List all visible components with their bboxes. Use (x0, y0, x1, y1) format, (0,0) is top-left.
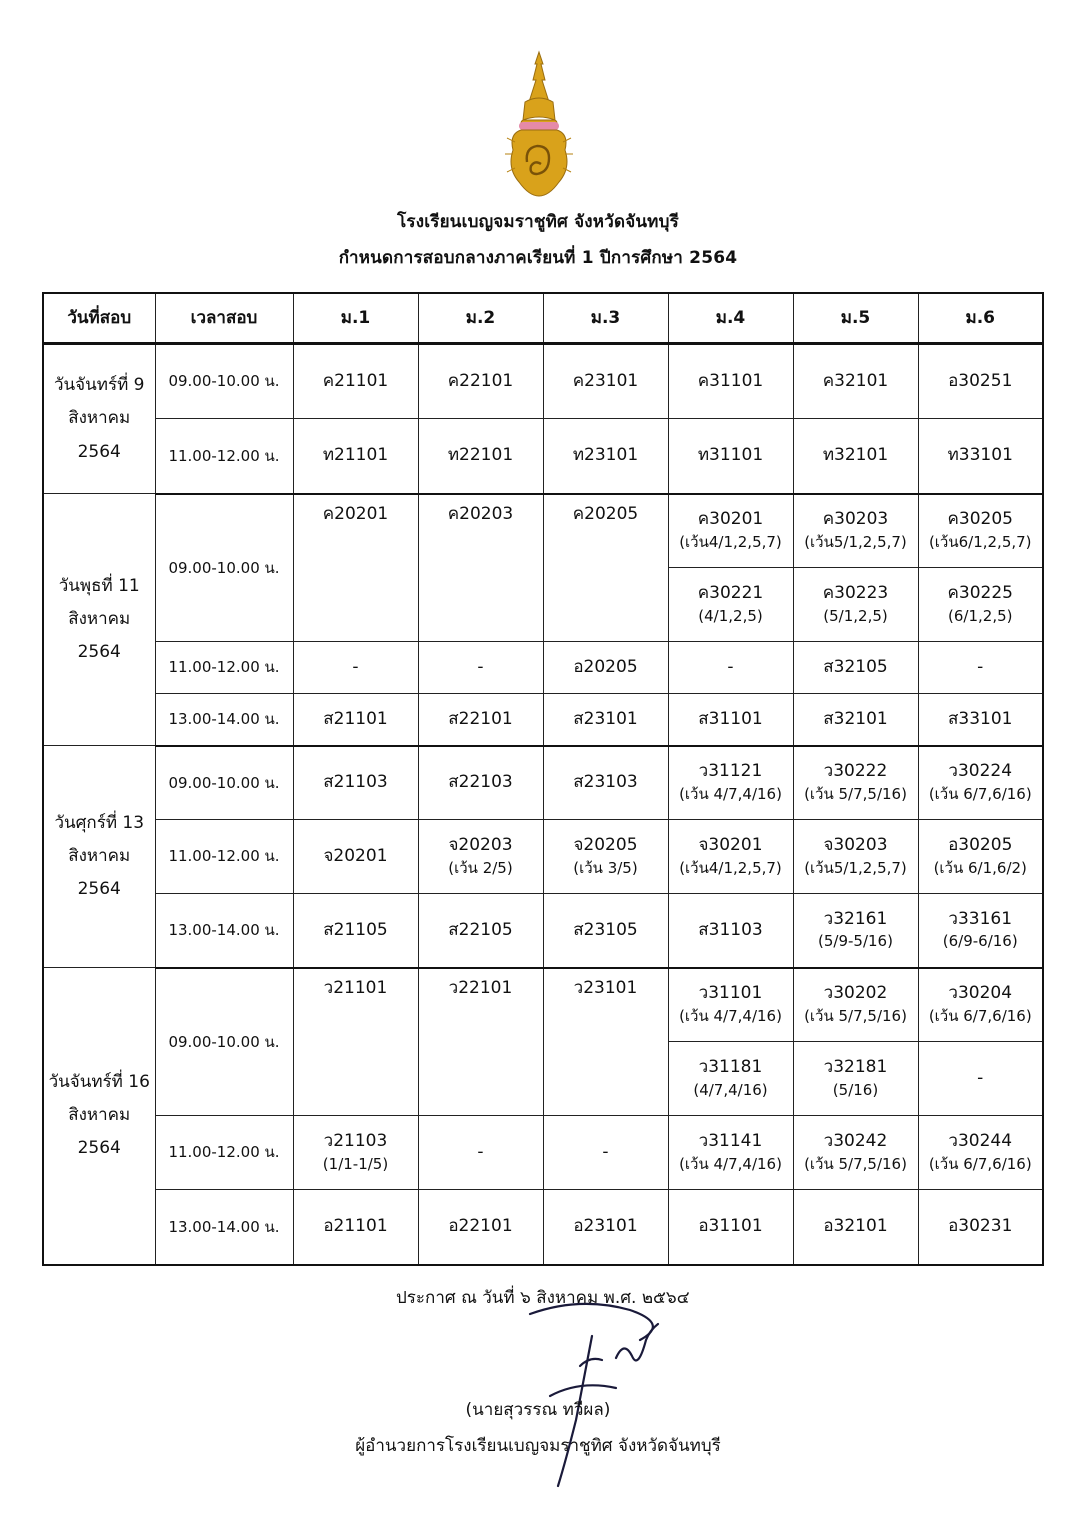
column-header-m3: ม.3 (543, 293, 668, 344)
subject-cell (418, 968, 543, 1116)
subject-code: อ21101 (323, 1216, 388, 1237)
subject-note: (เว้น 5/7,5/16) (804, 784, 907, 803)
subject-code: ค20201 (322, 503, 389, 524)
subject-note: (เว้น 6/7,6/16) (928, 1006, 1032, 1025)
subject-cell (793, 694, 918, 746)
subject-cell (793, 746, 918, 820)
table-row (43, 820, 1043, 894)
announcement-date: ประกาศ ณ วันที่ ๖ สิงหาคม พ.ศ. ๒๕๖๔ (396, 1288, 690, 1308)
subject-code: - (477, 1142, 484, 1163)
subject-cell (918, 746, 1043, 820)
subject-note: (เว้น 4/7,4/16) (679, 784, 782, 803)
signature-image (520, 1300, 690, 1490)
subject-cell (543, 894, 668, 968)
subject-cell (293, 694, 418, 746)
subject-code: ค30205 (947, 509, 1013, 530)
subject-cell (418, 344, 543, 419)
subject-cell (293, 820, 418, 894)
subject-code: ท32101 (822, 445, 889, 466)
subject-cell (668, 694, 793, 746)
subject-code: อ22101 (448, 1216, 513, 1237)
subject-note: (เว้น4/1,2,5,7) (679, 532, 782, 551)
subject-code: ท21101 (322, 445, 389, 466)
subject-code: ส22101 (448, 708, 513, 729)
column-header-m6: ม.6 (918, 293, 1043, 344)
subject-cell (668, 968, 793, 1042)
subject-code: ส22105 (448, 919, 513, 940)
subject-code: ค31101 (697, 371, 764, 392)
subject-code: ว21103 (323, 1130, 388, 1151)
signer-name: (นายสุวรรณ ทวีผล) (465, 1400, 611, 1420)
subject-code: อ31101 (698, 1216, 763, 1237)
subject-note: (เว้น 6/1,6/2) (933, 858, 1027, 877)
subject-cell (543, 419, 668, 494)
subject-code: ว31121 (698, 761, 763, 782)
subject-code: อ30251 (948, 371, 1013, 392)
subject-cell (293, 1190, 418, 1265)
exam-time-cell: 09.00-10.00 น. (155, 344, 293, 419)
column-header-date: วันที่สอบ (43, 293, 155, 344)
subject-note: (เว้น 5/7,5/16) (804, 1006, 907, 1025)
table-row (43, 642, 1043, 694)
subject-note: (เว้น 4/7,4/16) (679, 1154, 782, 1173)
subject-code: ว30244 (948, 1130, 1013, 1151)
subject-cell (293, 494, 418, 642)
subject-code: อ20205 (573, 657, 638, 678)
column-header-m5: ม.5 (793, 293, 918, 344)
subject-code: - (727, 657, 734, 678)
subject-cell (918, 1116, 1043, 1190)
table-row (43, 419, 1043, 494)
subject-cell (793, 568, 918, 642)
subject-code: ว32181 (823, 1056, 888, 1077)
subject-code: ค30225 (947, 582, 1013, 603)
subject-cell (418, 419, 543, 494)
subject-code: อ23101 (573, 1216, 638, 1237)
subject-note: (เว้น 6/7,6/16) (928, 1154, 1032, 1173)
subject-code: จ20201 (323, 846, 388, 867)
subject-code: ว31141 (698, 1130, 763, 1151)
column-header-m4: ม.4 (668, 293, 793, 344)
exam-schedule-table (42, 292, 1044, 1266)
subject-cell (543, 694, 668, 746)
exam-date-cell: วันพุธที่ 11 สิงหาคม 2564 (43, 494, 155, 746)
subject-note: (5/16) (832, 1080, 879, 1099)
subject-cell (668, 642, 793, 694)
subject-code: ว30202 (823, 983, 888, 1004)
subject-cell (793, 820, 918, 894)
subject-cell (418, 494, 543, 642)
signer-position: ผู้อำนวยการโรงเรียนเบญจมราชูทิศ จังหวัดจันทบุรี (355, 1436, 721, 1456)
subject-code: ว30224 (948, 761, 1013, 782)
subject-cell (418, 1116, 543, 1190)
subject-code: ท33101 (947, 445, 1013, 466)
subject-code: จ20203 (448, 834, 513, 855)
subject-cell (793, 344, 918, 419)
subject-code: ว31101 (698, 983, 763, 1004)
subject-code: ส33101 (948, 708, 1013, 729)
subject-code: ว33161 (948, 908, 1013, 929)
exam-time-cell: 13.00-14.00 น. (155, 1190, 293, 1265)
column-header-m1: ม.1 (293, 293, 418, 344)
subject-code: ค30221 (697, 582, 764, 603)
subject-cell (918, 820, 1043, 894)
subject-cell (293, 344, 418, 419)
subject-note: (เว้น 6/7,6/16) (928, 784, 1032, 803)
exam-time-cell: 09.00-10.00 น. (155, 968, 293, 1116)
subject-cell (293, 419, 418, 494)
exam-time-cell: 11.00-12.00 น. (155, 642, 293, 694)
subject-code: ค30203 (822, 509, 889, 530)
subject-code: ส23105 (573, 919, 638, 940)
exam-time-cell: 11.00-12.00 น. (155, 1116, 293, 1190)
subject-cell (918, 1190, 1043, 1265)
subject-cell (793, 419, 918, 494)
school-name: โรงเรียนเบญจมราชูทิศ จังหวัดจันทบุรี (397, 212, 679, 232)
subject-code: ว30204 (948, 983, 1013, 1004)
subject-code: - (352, 657, 359, 678)
exam-time-cell: 09.00-10.00 น. (155, 494, 293, 642)
subject-note: (เว้น 2/5) (448, 858, 513, 877)
subject-cell (668, 1042, 793, 1116)
subject-cell (793, 894, 918, 968)
table-body (43, 344, 1043, 1265)
subject-code: ส32105 (823, 657, 888, 678)
column-header-time: เวลาสอบ (155, 293, 293, 344)
exam-date-cell: วันจันทร์ที่ 16 สิงหาคม 2564 (43, 968, 155, 1265)
subject-note: (เว้น5/1,2,5,7) (804, 858, 907, 877)
subject-cell (668, 1116, 793, 1190)
subject-code: ส21101 (323, 708, 388, 729)
subject-note: (6/9-6/16) (942, 932, 1018, 951)
subject-code: - (977, 657, 984, 678)
subject-code: ว31181 (698, 1056, 763, 1077)
exam-time-cell: 13.00-14.00 น. (155, 694, 293, 746)
subject-note: (5/1,2,5) (823, 606, 888, 625)
subject-cell (793, 1190, 918, 1265)
subject-note: (เว้น 4/7,4/16) (679, 1006, 782, 1025)
subject-cell (918, 894, 1043, 968)
subject-note: (4/1,2,5) (698, 606, 763, 625)
subject-code: - (977, 1068, 984, 1089)
subject-cell (293, 894, 418, 968)
subject-cell (543, 1190, 668, 1265)
subject-cell (543, 746, 668, 820)
subject-code: ส21103 (323, 772, 388, 793)
subject-note: (เว้น 3/5) (573, 858, 638, 877)
subject-code: ค32101 (822, 371, 889, 392)
subject-cell (918, 494, 1043, 568)
subject-cell (418, 820, 543, 894)
subject-cell (918, 1042, 1043, 1116)
subject-code: ค30201 (697, 509, 764, 530)
subject-code: ท23101 (572, 445, 639, 466)
subject-code: ว22101 (448, 977, 513, 998)
exam-time-cell: 11.00-12.00 น. (155, 419, 293, 494)
table-header-row (43, 293, 1043, 344)
subject-cell (418, 894, 543, 968)
subject-code: ส22103 (448, 772, 513, 793)
subject-code: ส31101 (698, 708, 763, 729)
subject-cell (793, 968, 918, 1042)
subject-note: (4/7,4/16) (693, 1080, 768, 1099)
subject-cell (668, 494, 793, 568)
table-row (43, 694, 1043, 746)
subject-cell (543, 344, 668, 419)
subject-cell (668, 746, 793, 820)
subject-cell (668, 419, 793, 494)
subject-note: (เว้น4/1,2,5,7) (679, 858, 782, 877)
subject-note: (5/9-5/16) (818, 932, 893, 951)
subject-code: จ30201 (698, 834, 763, 855)
subject-cell (418, 642, 543, 694)
subject-code: ว32161 (823, 908, 888, 929)
subject-code: ส31103 (698, 919, 763, 940)
subject-cell (918, 642, 1043, 694)
table-row (43, 1190, 1043, 1265)
subject-code: ค20205 (572, 503, 639, 524)
subject-code: อ32101 (823, 1216, 888, 1237)
table-row (43, 494, 1043, 568)
subject-code: ว23101 (573, 977, 638, 998)
subject-code: - (477, 657, 484, 678)
subject-cell (543, 642, 668, 694)
subject-code: ค23101 (572, 371, 639, 392)
subject-code: ท31101 (697, 445, 764, 466)
subject-code: ค22101 (447, 371, 514, 392)
subject-code: ว30222 (823, 761, 888, 782)
subject-cell (543, 968, 668, 1116)
subject-cell (543, 1116, 668, 1190)
subject-code: ส23101 (573, 708, 638, 729)
exam-date-cell: วันศุกร์ที่ 13 สิงหาคม 2564 (43, 746, 155, 968)
document-title: กำหนดการสอบกลางภาคเรียนที่ 1 ปีการศึกษา 2564 (338, 248, 738, 268)
subject-cell (918, 694, 1043, 746)
subject-code: ค30223 (822, 582, 889, 603)
subject-cell (668, 568, 793, 642)
subject-code: ค21101 (322, 371, 389, 392)
subject-code: ส23103 (573, 772, 638, 793)
school-emblem-icon (505, 50, 573, 200)
subject-cell (668, 894, 793, 968)
subject-code: อ30205 (948, 834, 1013, 855)
subject-cell (918, 344, 1043, 419)
subject-code: จ20205 (573, 834, 638, 855)
subject-code: ว21101 (323, 977, 388, 998)
subject-code: ส21105 (323, 919, 388, 940)
subject-note: (1/1-1/5) (322, 1154, 389, 1173)
subject-cell (293, 746, 418, 820)
subject-cell (543, 494, 668, 642)
subject-code: จ30203 (823, 834, 888, 855)
subject-cell (418, 746, 543, 820)
subject-cell (543, 820, 668, 894)
subject-cell (293, 1116, 418, 1190)
subject-code: อ30231 (948, 1216, 1013, 1237)
subject-code: ว30242 (823, 1130, 888, 1151)
subject-note: (เว้น5/1,2,5,7) (804, 532, 907, 551)
exam-time-cell: 09.00-10.00 น. (155, 746, 293, 820)
table-row (43, 1116, 1043, 1190)
subject-cell (918, 568, 1043, 642)
subject-cell (918, 419, 1043, 494)
subject-cell (293, 642, 418, 694)
exam-date-cell: วันจันทร์ที่ 9 สิงหาคม 2564 (43, 344, 155, 494)
subject-cell (668, 820, 793, 894)
subject-note: (เว้น 5/7,5/16) (804, 1154, 907, 1173)
subject-note: (เว้น6/1,2,5,7) (928, 532, 1032, 551)
subject-cell (293, 968, 418, 1116)
subject-cell (668, 1190, 793, 1265)
subject-cell (668, 344, 793, 419)
table-row (43, 968, 1043, 1042)
subject-cell (918, 968, 1043, 1042)
subject-cell (418, 694, 543, 746)
exam-time-cell: 11.00-12.00 น. (155, 820, 293, 894)
subject-note: (6/1,2,5) (948, 606, 1013, 625)
subject-code: ท22101 (447, 445, 514, 466)
subject-code: ส32101 (823, 708, 888, 729)
exam-time-cell: 13.00-14.00 น. (155, 894, 293, 968)
column-header-m2: ม.2 (418, 293, 543, 344)
subject-code: ค20203 (447, 503, 514, 524)
subject-code: - (602, 1142, 609, 1163)
subject-cell (418, 1190, 543, 1265)
table-row (43, 894, 1043, 968)
subject-cell (793, 642, 918, 694)
table-row (43, 344, 1043, 419)
table-row (43, 746, 1043, 820)
subject-cell (793, 1116, 918, 1190)
subject-cell (793, 1042, 918, 1116)
subject-cell (793, 494, 918, 568)
